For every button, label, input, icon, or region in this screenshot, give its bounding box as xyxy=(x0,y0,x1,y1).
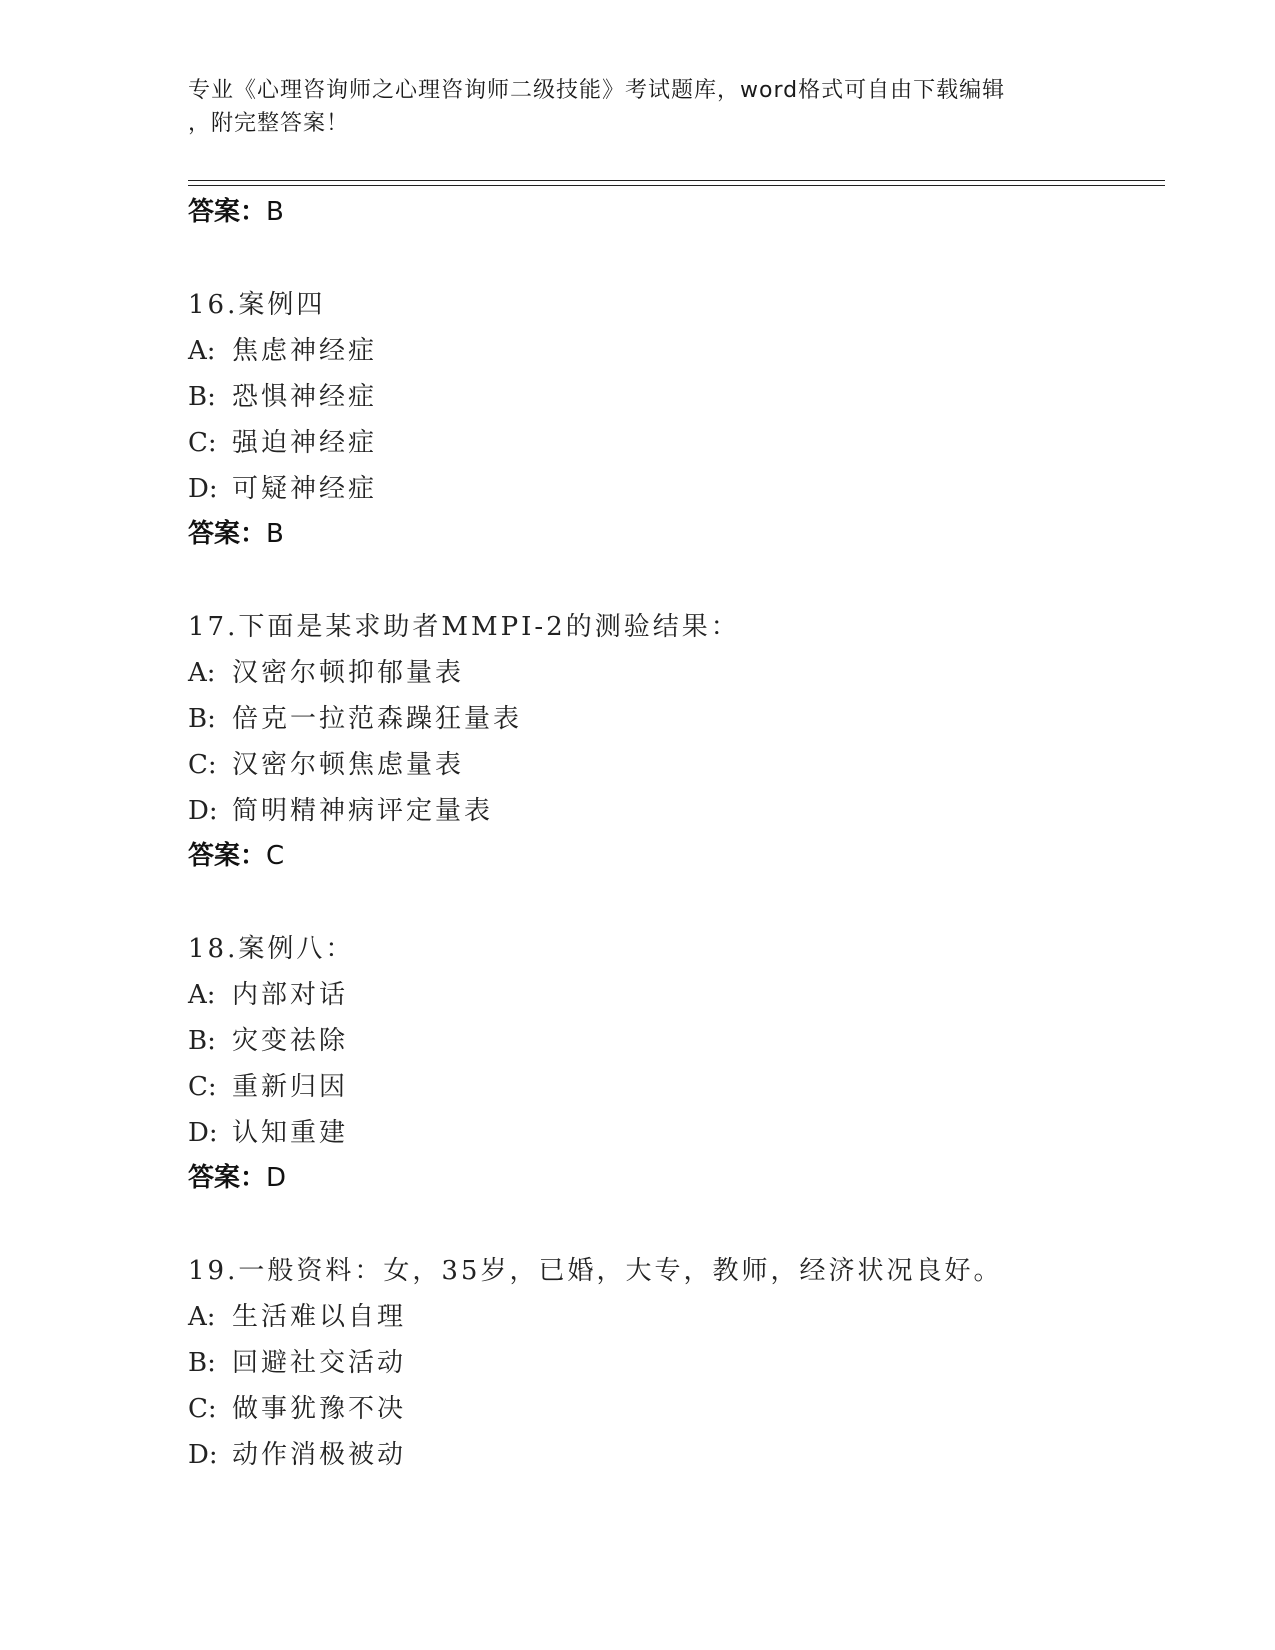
question-19 xyxy=(188,1248,1148,1294)
answer-label: 答案： xyxy=(188,197,267,227)
option-letter: A: xyxy=(188,658,216,688)
option-16-a xyxy=(188,328,1148,374)
question-number: 19. xyxy=(188,1256,239,1286)
option-17-a xyxy=(188,650,1148,696)
option-letter: C: xyxy=(188,1072,217,1102)
option-text: 强迫神经症 xyxy=(232,428,378,458)
option-letter: C: xyxy=(188,1394,217,1424)
option-letter: D: xyxy=(188,474,218,504)
spacer xyxy=(188,234,1148,282)
answer-value: C xyxy=(266,841,285,871)
header-line-2: ，附完整答案！ xyxy=(188,111,350,136)
option-letter: B: xyxy=(188,1348,216,1378)
option-16-b xyxy=(188,374,1148,420)
question-number: 16. xyxy=(188,290,239,320)
option-text: 倍克一拉范森躁狂量表 xyxy=(232,704,523,734)
document-header xyxy=(188,74,1068,140)
option-18-d xyxy=(188,1110,1148,1156)
question-17 xyxy=(188,604,1148,650)
header-rule-top xyxy=(188,180,1165,181)
option-18-b xyxy=(188,1018,1148,1064)
option-text: 内部对话 xyxy=(232,980,349,1010)
spacer xyxy=(188,556,1148,604)
question-list xyxy=(188,190,1148,1478)
option-text: 简明精神病评定量表 xyxy=(232,796,494,826)
option-16-c xyxy=(188,420,1148,466)
option-text: 灾变祛除 xyxy=(232,1026,349,1056)
option-16-d xyxy=(188,466,1148,512)
answer-label: 答案： xyxy=(188,1163,267,1193)
option-text: 动作消极被动 xyxy=(232,1440,407,1470)
option-letter: D: xyxy=(188,1440,218,1470)
question-text: 案例四 xyxy=(238,290,326,320)
option-17-d xyxy=(188,788,1148,834)
option-letter: B: xyxy=(188,1026,216,1056)
option-text: 焦虑神经症 xyxy=(232,336,378,366)
option-text: 回避社交活动 xyxy=(232,1348,407,1378)
question-number: 18. xyxy=(188,934,239,964)
option-letter: D: xyxy=(188,796,218,826)
header-rule-bottom xyxy=(188,185,1165,186)
answer-value: D xyxy=(266,1163,287,1193)
option-text: 汉密尔顿抑郁量表 xyxy=(232,658,465,688)
answer-value: B xyxy=(266,197,284,227)
spacer xyxy=(188,878,1148,926)
spacer xyxy=(188,1200,1148,1248)
option-letter: A: xyxy=(188,1302,216,1332)
answer-label: 答案： xyxy=(188,519,267,549)
header-line-1: 专业《心理咨询师之心理咨询师二级技能》考试题库，word格式可自由下载编辑 xyxy=(188,78,1006,103)
option-17-b xyxy=(188,696,1148,742)
option-letter: B: xyxy=(188,704,216,734)
answer-17 xyxy=(188,834,1148,878)
option-letter: A: xyxy=(188,336,216,366)
option-text: 重新归因 xyxy=(232,1072,349,1102)
answer-15 xyxy=(188,190,1148,234)
question-18 xyxy=(188,926,1148,972)
option-text: 可疑神经症 xyxy=(232,474,378,504)
option-19-d xyxy=(188,1432,1148,1478)
option-text: 恐惧神经症 xyxy=(232,382,378,412)
answer-value: B xyxy=(266,519,284,549)
answer-16 xyxy=(188,512,1148,556)
answer-18 xyxy=(188,1156,1148,1200)
option-17-c xyxy=(188,742,1148,788)
option-19-b xyxy=(188,1340,1148,1386)
option-18-a xyxy=(188,972,1148,1018)
option-text: 生活难以自理 xyxy=(232,1302,407,1332)
option-19-a xyxy=(188,1294,1148,1340)
option-letter: C: xyxy=(188,750,217,780)
question-16 xyxy=(188,282,1148,328)
option-letter: A: xyxy=(188,980,216,1010)
option-18-c xyxy=(188,1064,1148,1110)
option-letter: D: xyxy=(188,1118,218,1148)
answer-label: 答案： xyxy=(188,841,267,871)
question-text: 案例八： xyxy=(238,934,355,964)
option-text: 做事犹豫不决 xyxy=(232,1394,407,1424)
option-letter: C: xyxy=(188,428,217,458)
option-19-c xyxy=(188,1386,1148,1432)
option-text: 汉密尔顿焦虑量表 xyxy=(232,750,465,780)
option-letter: B: xyxy=(188,382,216,412)
option-text: 认知重建 xyxy=(232,1118,349,1148)
question-number: 17. xyxy=(188,612,239,642)
question-text: 一般资料：女，35岁，已婚，大专，教师，经济状况良好。 xyxy=(238,1256,1003,1286)
question-text: 下面是某求助者MMPI-2的测验结果： xyxy=(238,612,740,642)
